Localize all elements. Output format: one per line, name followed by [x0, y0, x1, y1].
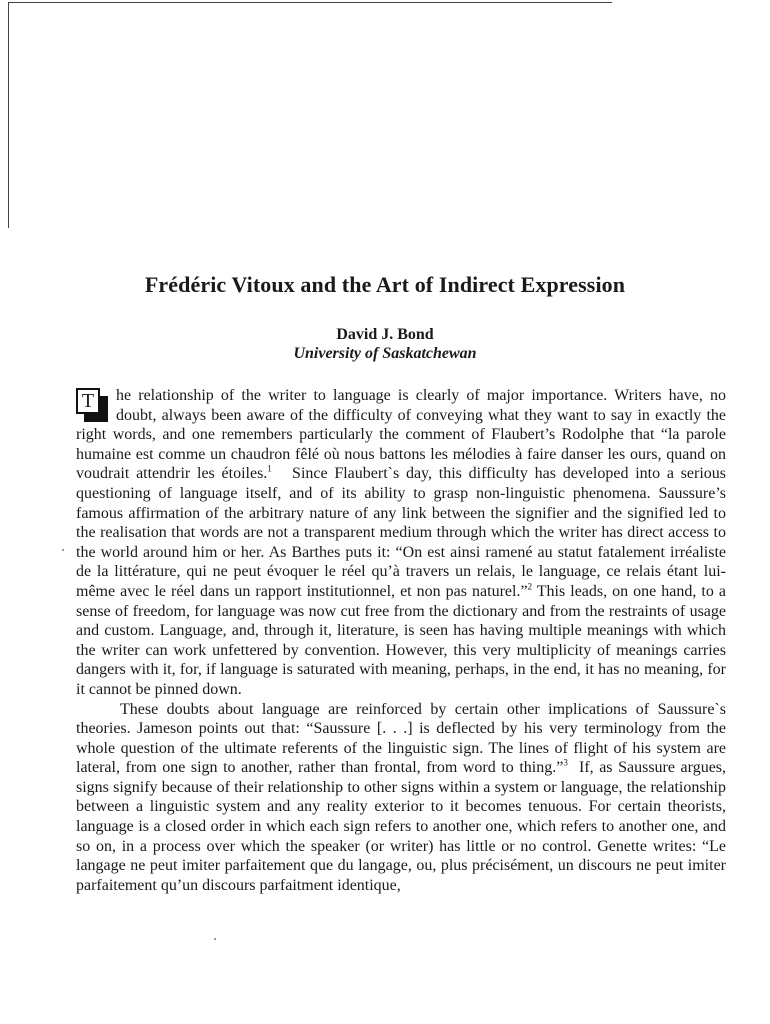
scan-speck: [214, 938, 216, 940]
paragraph: [76, 700, 726, 896]
page-frame-left-rule: [8, 2, 9, 228]
drop-cap: [76, 388, 110, 424]
paragraph-text: Since Flaubert`s day, this difficulty has developed into a serious questioning of language itself, and of its ability to grasp non-linguistic phenomena. Saussure’s famous affirmation of the arbitrary nature of any link between the signifier and the signified led to the realisation that words are not a transparent medium through which the writer has direct access to the world around him or her. As Barthes puts it: “On est ainsi ramené au statut fatalement irréaliste de la littérature, qui ne peut évoquer le réel qu’à travers un relais, le language, ce relais étant lui-même avec le réel dans un rapport institutionnel, et non pas naturel.”: [76, 465, 727, 600]
scan-speck: [62, 549, 64, 551]
article-body: [76, 386, 726, 895]
paragraph-text: he relationship of the writer to language is clearly of major importance. Writers have, no doubt, always been aware of the difficulty of conveying what they want to say in exactly the right words, and one remembers particularly the comment of Flaubert’s Rodolphe that “la parole humaine est comme un chaudron fêlé où nous battons les mélodies à faire danser les ours, quand on voudrait attendrir les étoiles.: [76, 387, 726, 483]
paragraph-text: These doubts about language are reinforced by certain other implications of Saussure`s theories. Jameson points out that: “Saussure [. . .] is deflected by his very terminology from the whole question of the ultimate referents of the linguistic sign. The lines of flight of his system are lateral, from one sign to another, rather than frontal, from word to thing.”: [76, 700, 726, 777]
footnote-marker: 1: [267, 464, 272, 475]
paragraph: [76, 386, 726, 700]
article-title: Frédéric Vitoux and the Art of Indirect Expression: [144, 272, 626, 297]
article-author: David J. Bond: [336, 326, 434, 343]
footnote-marker: 3: [563, 757, 568, 768]
author-affiliation: University of Saskatchewan: [293, 345, 477, 362]
drop-cap-letter: T: [76, 388, 100, 414]
page-frame-top-rule: [8, 2, 612, 3]
paragraph-text: This leads, on one hand, to a sense of freedom, for language was now cut free from the dictionary and from the restraints of usage and custom. Language, and, through it, literature, is seen has having multiple meanings with which the writer can work unfettered by convention. However, this very multiplicity of meanings carries dangers with it, for, if language is saturated with meaning, perhaps, in the end, it has no meaning, for it cannot be pinned down.: [76, 582, 726, 698]
paragraph-text: If, as Saussure argues, signs signify because of their relationship to other signs within a system or language, the relationship between a linguistic system and any reality exterior to it becomes tenuous. For certain theorists, language is a closed order in which each sign refers to another one, which refers to another one, and so on, in a process over which the speaker (or writer) has little or no control. Genette writes: “Le langage ne peut imiter parfaitement que du langage, ou, plus précisément, un discours ne peut imiter parfaitement qu’un discours parfaitment identique,: [76, 759, 727, 894]
footnote-marker: 2: [527, 581, 533, 592]
